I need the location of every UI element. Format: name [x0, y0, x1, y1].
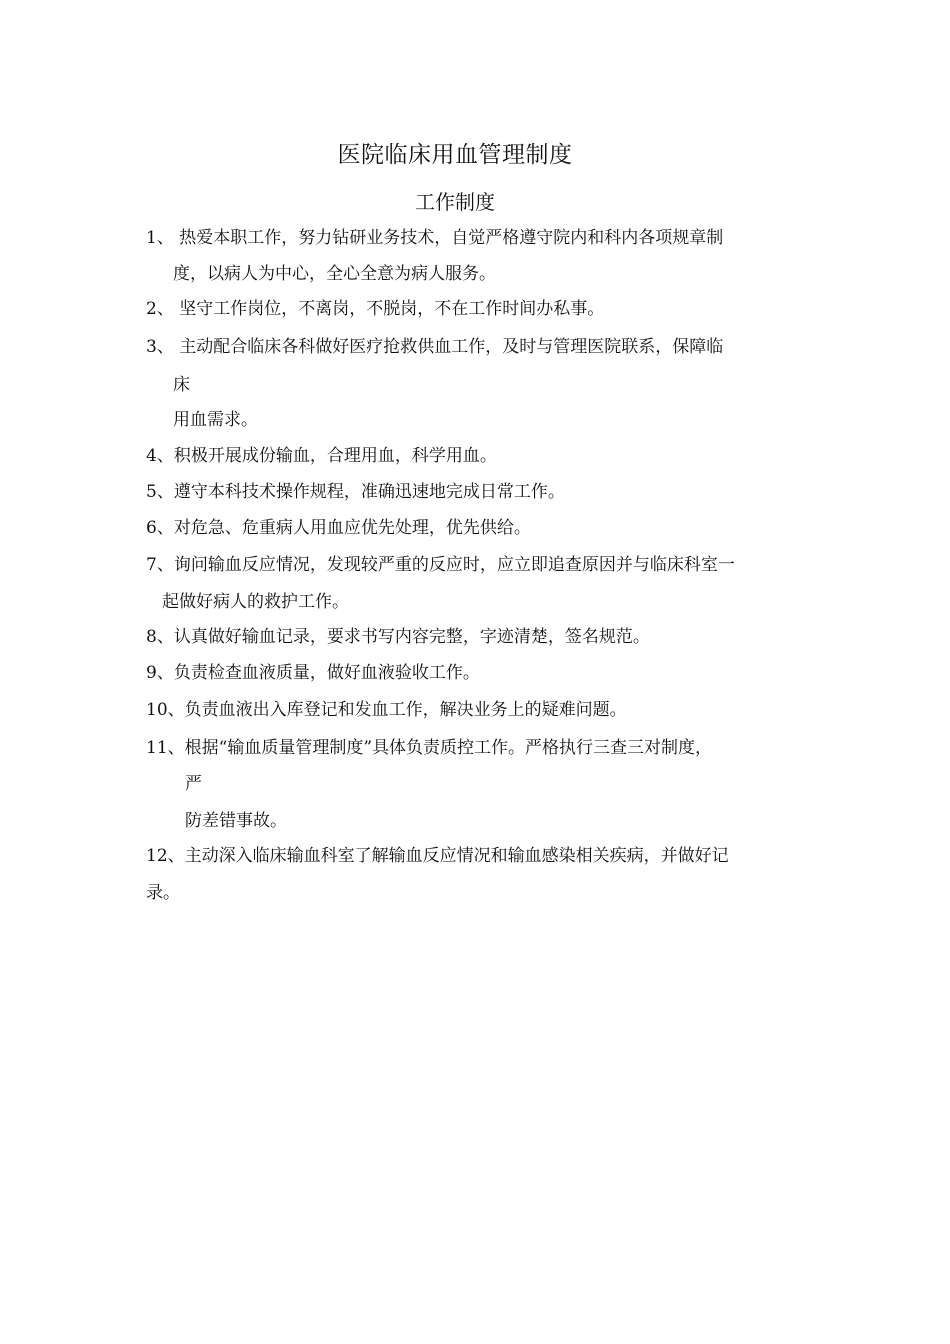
- rule-2-line-1: 2、 坚守工作岗位，不离岗，不脱岗，不在工作时间办私事。: [146, 299, 605, 319]
- rule-12-line-1: 12、主动深入临床输血科室了解输血反应情况和输血感染相关疾病，并做好记: [146, 846, 729, 866]
- rule-11-line-1: 11、根据“输血质量管理制度”具体负责质控工作。严格执行三查三对制度，: [146, 738, 713, 758]
- rule-10-line-1: 10、负责血液出入库登记和发血工作，解决业务上的疑难问题。: [146, 700, 627, 720]
- rule-9-line-1: 9、负责检查血液质量，做好血液验收工作。: [146, 663, 480, 683]
- rule-12-line-2: 录。: [146, 883, 180, 903]
- rule-1-line-1: 1、 热爱本职工作，努力钻研业务技术，自觉严格遵守院内和科内各项规章制: [146, 228, 724, 248]
- rule-4-line-1: 4、积极开展成份输血，合理用血，科学用血。: [146, 446, 497, 466]
- rule-6-line-1: 6、对危急、危重病人用血应优先处理，优先供给。: [146, 518, 531, 538]
- rule-3-line-3: 用血需求。: [173, 410, 258, 430]
- rule-8-line-1: 8、认真做好输血记录，要求书写内容完整，字迹清楚，签名规范。: [146, 627, 650, 647]
- document-title: 医院临床用血管理制度: [337, 142, 573, 168]
- section-title: 工作制度: [415, 190, 495, 214]
- rule-7-line-2: 起做好病人的救护工作。: [162, 592, 349, 612]
- rule-3-line-1: 3、 主动配合临床各科做好医疗抢救供血工作，及时与管理医院联系，保障临: [146, 337, 724, 357]
- rule-11-line-3: 防差错事故。: [185, 811, 287, 831]
- rule-3-line-2: 床: [173, 375, 190, 395]
- rule-11-line-2: 严: [185, 774, 202, 794]
- rule-5-line-1: 5、遵守本科技术操作规程，准确迅速地完成日常工作。: [146, 482, 565, 502]
- rule-1-line-2: 度，以病人为中心，全心全意为病人服务。: [173, 264, 496, 284]
- rule-7-line-1: 7、询问输血反应情况，发现较严重的反应时，应立即追查原因并与临床科室一: [146, 555, 735, 575]
